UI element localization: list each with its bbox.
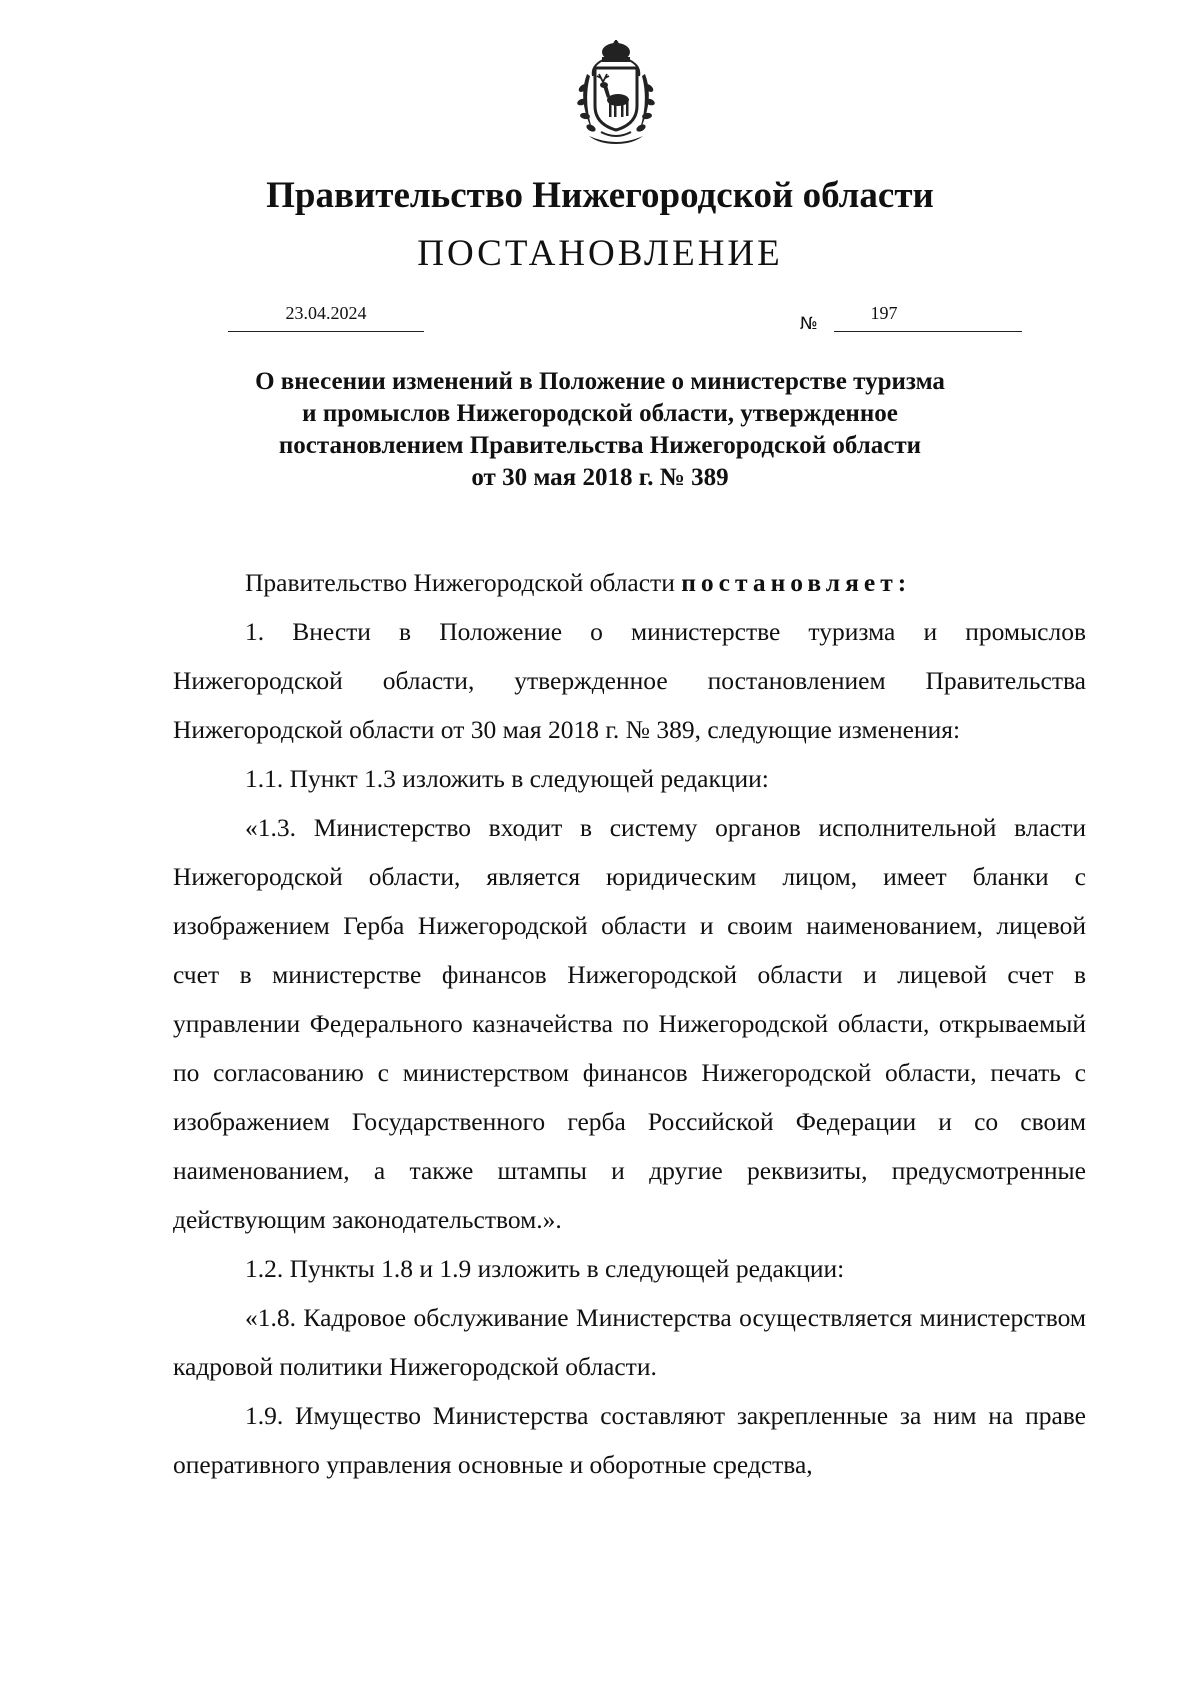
paragraph: «1.8. Кадровое обслуживание Министерства осуществляется министерством кадровой политики Нижегородской области. bbox=[173, 1303, 1086, 1381]
paragraph: 1.9. Имущество Министерства составляют закрепленные за ним на праве оперативного управления основные и оборотные средства, bbox=[173, 1401, 1086, 1479]
document-number: 197 bbox=[870, 303, 898, 323]
number-sign: № bbox=[800, 314, 818, 334]
subject-line: и промыслов Нижегородской области, утвержденное bbox=[302, 400, 898, 427]
coat-of-arms-icon bbox=[573, 40, 659, 150]
subject-line: постановлением Правительства Нижегородской области bbox=[278, 432, 922, 459]
paragraph: 1.1. Пункт 1.3 изложить в следующей редакции: bbox=[245, 764, 769, 793]
organization-title: Правительство Нижегородской области bbox=[266, 175, 934, 216]
subject-line: О внесении изменений в Положение о министерстве туризма bbox=[255, 368, 945, 395]
paragraph: «1.3. Министерство входит в систему органов исполнительной власти Нижегородской области, является юридическим лицом, имеет бланки с изображением Герба Нижегородской области и своим наименованием, лицевой счет в министерстве финансов Нижегородской области и лицевой счет в управлении Федерального казначейства по Нижегородской области, открываемый по согласованию с министерством финансов Нижегородской области, печать с изображением Государственного герба Российской Федерации и со своим наименованием, а также штампы и другие реквизиты, предусмотренные действующим законодательством.». bbox=[173, 813, 1086, 1234]
preamble-lead: Правительство Нижегородской области bbox=[245, 568, 682, 597]
preamble bbox=[173, 558, 1086, 607]
subject-line: от 30 мая 2018 г. № 389 bbox=[471, 464, 729, 491]
paragraph: 1.2. Пункты 1.8 и 1.9 изложить в следующей редакции: bbox=[245, 1254, 845, 1283]
document-body bbox=[173, 558, 1086, 1489]
date-underline bbox=[228, 331, 424, 332]
number-underline bbox=[834, 331, 1022, 332]
decree-word: постановляет: bbox=[681, 568, 912, 597]
paragraph: 1. Внести в Положение о министерстве туризма и промыслов Нижегородской области, утвержденное постановлением Правительства Нижегородской области от 30 мая 2018 г. № 389, следующие изменения: bbox=[173, 617, 1086, 744]
document-date: 23.04.2024 bbox=[285, 303, 367, 323]
document-subject bbox=[180, 366, 1020, 494]
document-type: ПОСТАНОВЛЕНИЕ bbox=[417, 233, 783, 274]
